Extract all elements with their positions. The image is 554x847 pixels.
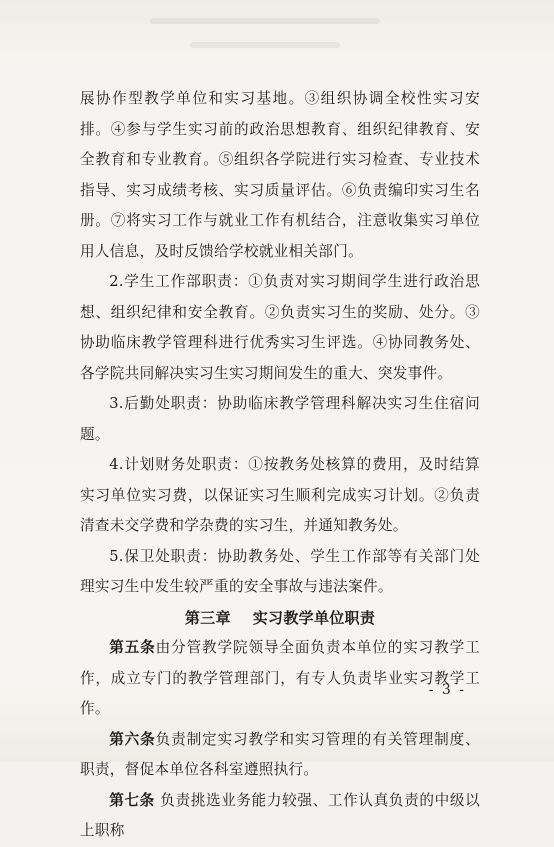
bleed-through-mark xyxy=(150,18,380,24)
paragraph: 展协作型教学单位和实习基地。③组织协调全校性实习安排。④参与学生实习前的政治思想教育、组织纪律教育、安全教育和专业教育。⑤组织各学院进行实习检查、专业技术指导、实习成绩考核、实习质量评估。⑥负责编印实习生名册。⑦将实习工作与就业工作有机结合，注意收集实习单位用人信息，及时反馈给学校就业相关部门。 xyxy=(80,90,480,260)
bleed-through-mark xyxy=(190,42,340,48)
page-number: - 3 - xyxy=(428,682,466,698)
article-paragraph: 第五条由分管教学院领导全面负责本单位的实习教学工作，成立专门的教学管理部门，有专人负责毕业实习教学工作。 xyxy=(80,639,480,717)
paragraph: 2.学生工作部职责：①负责对实习期间学生进行政治思想、组织纪律和安全教育。②负责实习生的奖励、处分。③协助临床教学管理科进行优秀实习生评选。④协同教务处、各学院共同解决实习生实习期间发生的重大、突发事件。 xyxy=(80,273,480,382)
article-paragraph: 第六条负责制定实习教学和实习管理的有关管理制度、职责，督促本单位各科室遵照执行。 xyxy=(80,730,480,778)
paragraph: 4.计划财务处职责：①按教务处核算的费用，及时结算实习单位实习费，以保证实习生顺利完成实习计划。②负责清查未交学费和学杂费的实习生，并通知教务处。 xyxy=(80,456,480,534)
chapter-title: 实习教学单位职责 xyxy=(252,608,376,627)
paragraph: 3.后勤处职责：协助临床教学管理科解决实习生住宿问题。 xyxy=(80,395,480,443)
chapter-heading xyxy=(80,603,480,634)
article-paragraph: 第七条 负责挑选业务能力较强、工作认真负责的中级以上职称 xyxy=(80,791,480,839)
article-label: 第五条 xyxy=(109,639,156,656)
article-label: 第六条 xyxy=(109,730,156,748)
document-body xyxy=(80,84,480,847)
chapter-number: 第三章 xyxy=(184,608,231,627)
article-label: 第七条 xyxy=(109,791,155,809)
paragraph: 5.保卫处职责：协助教务处、学生工作部等有关部门处理实习生中发生较严重的安全事故与违法案件。 xyxy=(80,547,480,595)
